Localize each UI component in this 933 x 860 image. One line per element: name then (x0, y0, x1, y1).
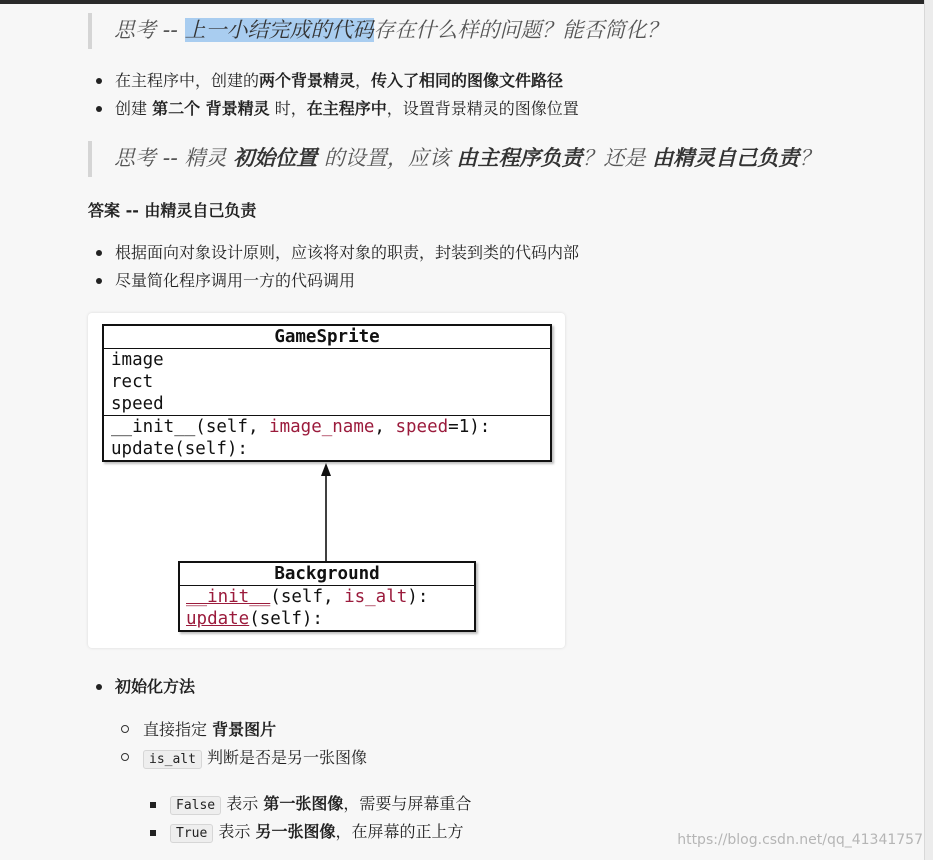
list-item (148, 818, 471, 846)
quote-1-prefix: 思考 -- (114, 18, 185, 42)
watermark: https://blog.csdn.net/qq_41341757 (677, 832, 923, 848)
code-text: (self, (270, 587, 345, 607)
code-text: =1): (448, 417, 491, 437)
text: 时， (269, 99, 307, 118)
text: 判断是否是另一张图像 (201, 748, 368, 767)
text: ，设置背景精灵的图像位置 (386, 99, 579, 118)
problem-list (93, 67, 579, 123)
bold-text: 传入了相同的图像文件路径 (371, 71, 564, 90)
bold-text: 两个背景精灵 (259, 71, 356, 90)
text: 直接指定 (143, 720, 213, 739)
param: is_alt (344, 587, 408, 607)
list-item (93, 67, 579, 95)
think-quote-2 (88, 141, 820, 177)
method-update (186, 608, 474, 630)
methods-section (104, 415, 550, 460)
param: speed (395, 417, 449, 437)
inline-code: False (170, 796, 221, 815)
text: ， (355, 71, 372, 90)
section-title: 初始化方法 (93, 673, 195, 701)
init-options (121, 716, 367, 772)
uml-diagram (88, 313, 565, 648)
attribute: speed (111, 394, 164, 414)
list-item (121, 744, 367, 772)
bold-text: 背景图片 (212, 720, 277, 739)
think-quote-1 (88, 13, 668, 49)
is-alt-values (148, 790, 471, 846)
code-text: __init__(self, (111, 417, 270, 437)
principle-list (93, 239, 579, 295)
list-item: 根据面向对象设计原则，应该将对象的职责，封装到类的代码内部 (93, 239, 579, 267)
method-update: update(self): (111, 439, 248, 459)
list-item: 尽量简化程序调用一方的代码调用 (93, 267, 579, 295)
list-item (121, 716, 367, 744)
text: 创建 (115, 99, 153, 118)
top-bar (0, 0, 933, 4)
scrollbar-track[interactable] (924, 0, 933, 860)
text: ，需要与屏幕重合 (343, 794, 472, 813)
text: 表示 (221, 794, 264, 813)
inline-code: True (170, 824, 213, 843)
bold-text: 第一张图像 (263, 794, 344, 813)
inline-code: is_alt (143, 750, 202, 769)
quote-1-highlight[interactable]: 上一小结完成的代码 (184, 18, 374, 42)
class-gamesprite (102, 324, 552, 462)
bold-text: 由主程序负责 (456, 146, 583, 170)
attributes-section (104, 349, 550, 415)
text: 思考 -- 精灵 (114, 146, 234, 170)
text: 在主程序中，创建的 (115, 71, 260, 90)
code-text: , (374, 417, 396, 437)
bold-text: 由精灵自己负责 (652, 146, 800, 170)
text: 的设置，应该 (317, 146, 457, 170)
text: ，在屏幕的正上方 (335, 822, 464, 841)
param: image_name (269, 417, 375, 437)
text: ？还是 (582, 146, 653, 170)
attribute: image (111, 350, 164, 370)
bold-text: 在主程序中 (306, 99, 387, 118)
bold-text: 初始位置 (233, 146, 318, 170)
init-section (93, 673, 195, 701)
method-name: update (186, 609, 250, 629)
code-text: (self): (249, 609, 323, 629)
method-name: __init__ (186, 587, 271, 607)
attribute: rect (111, 372, 154, 392)
methods-section (180, 586, 474, 630)
text: 表示 (213, 822, 256, 841)
list-item (93, 95, 579, 123)
class-background (178, 561, 476, 632)
class-name: GameSprite (104, 326, 550, 349)
bold-text: 另一张图像 (255, 822, 336, 841)
text: ？ (799, 146, 821, 170)
answer-heading: 答案 -- 由精灵自己负责 (88, 201, 257, 220)
bold-text: 第二个 背景精灵 (152, 99, 270, 118)
method-init (111, 416, 550, 438)
list-item (148, 790, 471, 818)
code-text: ): (407, 587, 429, 607)
class-name: Background (180, 563, 474, 586)
method-init (186, 586, 474, 608)
quote-1-suffix: 存在什么样的问题？能否简化？ (373, 18, 668, 42)
